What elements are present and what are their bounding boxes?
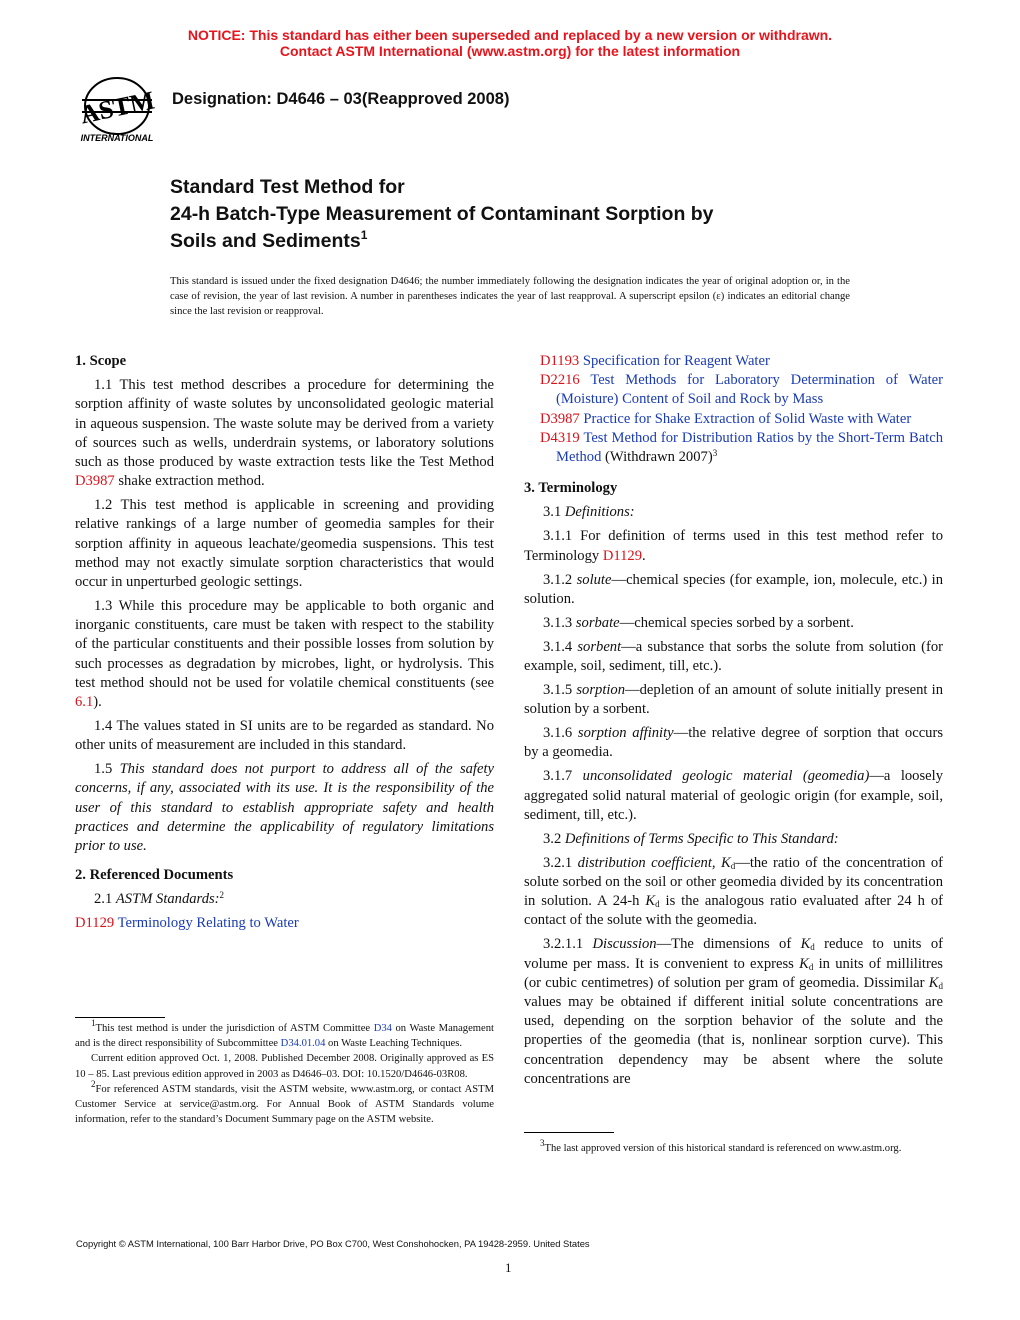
ref-item-d3987[interactable]: D3987 Practice for Shake Extraction of Solid Waste with Water — [540, 410, 912, 427]
refdocs-2-1: 2.1 ASTM Standards:$^2$ — [94, 890, 225, 908]
scope-1-1: 1.1 This test method describes a procedure for determining the sorption affinity of waste solutes by unconsolidated geologic material in aqueous suspension. The waste solute may be derived from a variety of sources such as wells, underdrain systems, or laboratory solutions such as those produced by waste extraction tests like the Test Method D3987 shake extraction method. — [75, 377, 494, 490]
notice-line-1: NOTICE: This standard has either been superseded and replaced by a new version or withdrawn. — [187, 27, 833, 43]
astm-logo-caption: INTERNATIONAL — [80, 133, 154, 143]
term-3-2-1: 3.2.1 distribution coefficient, $K_d—the$ ratio of the concentration of solute sorbed on the soil or other geomedia divided by its concentration in solution. A 24-h $K_d$ is the analogous ratio evaluated after 24 h of contact of the solute with the geomedia. — [524, 854, 944, 929]
copyright-line: Copyright © ASTM International, 100 Barr Harbor Drive, PO Box C700, West Conshohocken, PA 19428-2959. United States — [76, 1238, 590, 1249]
ref-item-d4319[interactable]: D4319 Test Method for Distribution Ratios by the Short-Term Batch Method (Withdrawn 2007)$^3$ — [540, 429, 943, 466]
astm-logo-letters: ASTM — [77, 85, 158, 130]
ref-item-d1129[interactable]: D1129 Terminology Relating to Water — [75, 915, 299, 932]
term-3-1-6: 3.1.6 sorption affinity—the relative degree of sorption that occurs by a geomedia. — [524, 725, 944, 761]
refdocs-heading: 2. Referenced Documents — [75, 867, 234, 884]
superseded-notice — [0, 27, 1020, 59]
terminology-heading: 3. Terminology — [524, 480, 618, 497]
term-3-1-3: 3.1.3 sorbate—chemical species sorbed by a sorbent. — [543, 614, 854, 631]
designation: Designation: D4646 – 03(Reapproved 2008) — [172, 90, 510, 108]
astm-logo — [74, 72, 160, 144]
link-d34[interactable]: D34 — [373, 1023, 392, 1034]
issued-statement: This standard is issued under the fixed designation D4646; the number immediately following the designation indicates the year of original adoption or, in the case of revision, the year of last revision. A number in parentheses indicates the year of last reapproval. A superscript epsilon (ε) indicates an editorial change since the last revision or reapproval. — [170, 276, 850, 317]
term-3-1-4: 3.1.4 sorbent—a substance that sorbs the solute from solution (for example, soil, sediment, till, etc.). — [524, 638, 944, 675]
term-3-1: 3.1 Definitions: — [543, 504, 635, 521]
term-3-1-7: 3.1.7 unconsolidated geologic material (geomedia)—a loosely aggregated solid natural material of geologic origin (for example, soil, sediment, till, etc.). — [524, 768, 943, 823]
title-line-3: Soils and Sediments — [170, 230, 361, 252]
footnotes-left — [75, 1018, 494, 1127]
ref-item-d1193[interactable]: D1193 Specification for Reagent Water — [540, 353, 770, 369]
footnote-1-edition: Current edition approved Oct. 1, 2008. Published December 2008. Originally approved as ES 10 – 85. Last previous edition approved in 2003 as D4646–03. DOI: 10.1520/D4646-03R08. — [75, 1053, 494, 1080]
astm-logo-icon — [74, 72, 160, 144]
link-d34-01-04[interactable]: D34.01.04 — [280, 1038, 326, 1050]
term-3-1-2: 3.1.2 solute—chemical species (for example, ion, molecule, etc.) in solution. — [524, 571, 944, 607]
scope-1-3: 1.3 While this procedure may be applicable to both organic and inorganic constituents, care must be taken with respect to the stability of the particular constituents and their possible losses from solution by such processes as degradation by microbes, light, or hydrolysis. This test method should not be used for volatile chemical constituents (see 6.1). — [75, 598, 494, 711]
ref-item-d2216[interactable]: D2216 Test Methods for Laboratory Determination of Water (Moisture) Content of Soil and Rock by Mass — [540, 372, 943, 408]
notice-line-2: Contact ASTM International (www.astm.org) for the latest information — [279, 43, 741, 59]
title-line-1: Standard Test Method for — [170, 176, 405, 198]
page-number: 1 — [505, 1260, 512, 1275]
footnote-right — [524, 1138, 943, 1156]
scope-heading: 1. Scope — [75, 353, 127, 369]
document-title — [170, 174, 870, 255]
title-footnote-mark[interactable]: 1 — [360, 228, 368, 242]
left-column — [75, 352, 494, 934]
right-column — [524, 352, 943, 1094]
term-3-2-1-1: 3.2.1.1 Discussion—The dimensions of $K_d$ reduce to units of volume per mass. It is convenient to express $K_d$ in units of millilitres (or cubic centimetres) of solution per gram of geomedia. Dissimilar $K_d$ values may be obtained if different initial solute concentrations are used, depending on the sorption behavior of the solute and the properties of the geomedia (that is, nonlinear sorption curve). This concentration dependency may be absent where the solute concentrations are — [524, 936, 944, 1087]
link-d3987[interactable]: D3987 — [75, 473, 115, 490]
term-3-1-1: 3.1.1 For definition of terms used in this test method refer to Terminology D1129. — [524, 528, 943, 564]
footnote-1: $^1$This test method is under the jurisdiction of ASTM Committee D34 on Waste Management and is the direct responsibility of Subcommittee D34.01.04 on Waste Leaching Techniques. — [75, 1018, 494, 1050]
scope-1-2: 1.2 This test method is applicable in screening and providing relative rankings of a large number of geomedia samples for their sorption affinity in aqueous leachate/geomedia suspensions. This test method may not exactly simulate sorption characteristics that would occur in unperturbed geologic settings. — [75, 497, 494, 591]
footnote-rule-left — [75, 1017, 165, 1018]
link-d1129[interactable]: D1129 — [602, 547, 643, 564]
term-3-2: 3.2 Definitions of Terms Specific to This Standard: — [543, 830, 839, 847]
footnote-3: $^3$The last approved version of this historical standard is referenced on www.astm.org. — [540, 1138, 902, 1154]
term-3-1-5: 3.1.5 sorption—depletion of an amount of solute initially present in solution by a sorbent. — [524, 682, 943, 718]
title-line-2: 24-h Batch-Type Measurement of Contaminant Sorption by — [170, 203, 714, 225]
scope-1-5: 1.5 This standard does not purport to address all of the safety concerns, if any, associated with its use. It is the responsibility of the user of this standard to establish appropriate safety and health practices and determine the applicability of regulatory limitations prior to use. — [75, 761, 494, 855]
scope-1-4: 1.4 The values stated in SI units are to be regarded as standard. No other units of measurement are included in this standard. — [75, 718, 494, 754]
footnote-2: $^2$For referenced ASTM standards, visit the ASTM website, www.astm.org, or contact ASTM Customer Service at service@astm.org. For Annual Book of ASTM Standards volume information, refer to the standard’s Document Summary page on the ASTM website. — [75, 1078, 494, 1126]
link-section-6-1[interactable]: 6.1 — [75, 694, 94, 711]
footnote-rule-right — [524, 1132, 614, 1133]
